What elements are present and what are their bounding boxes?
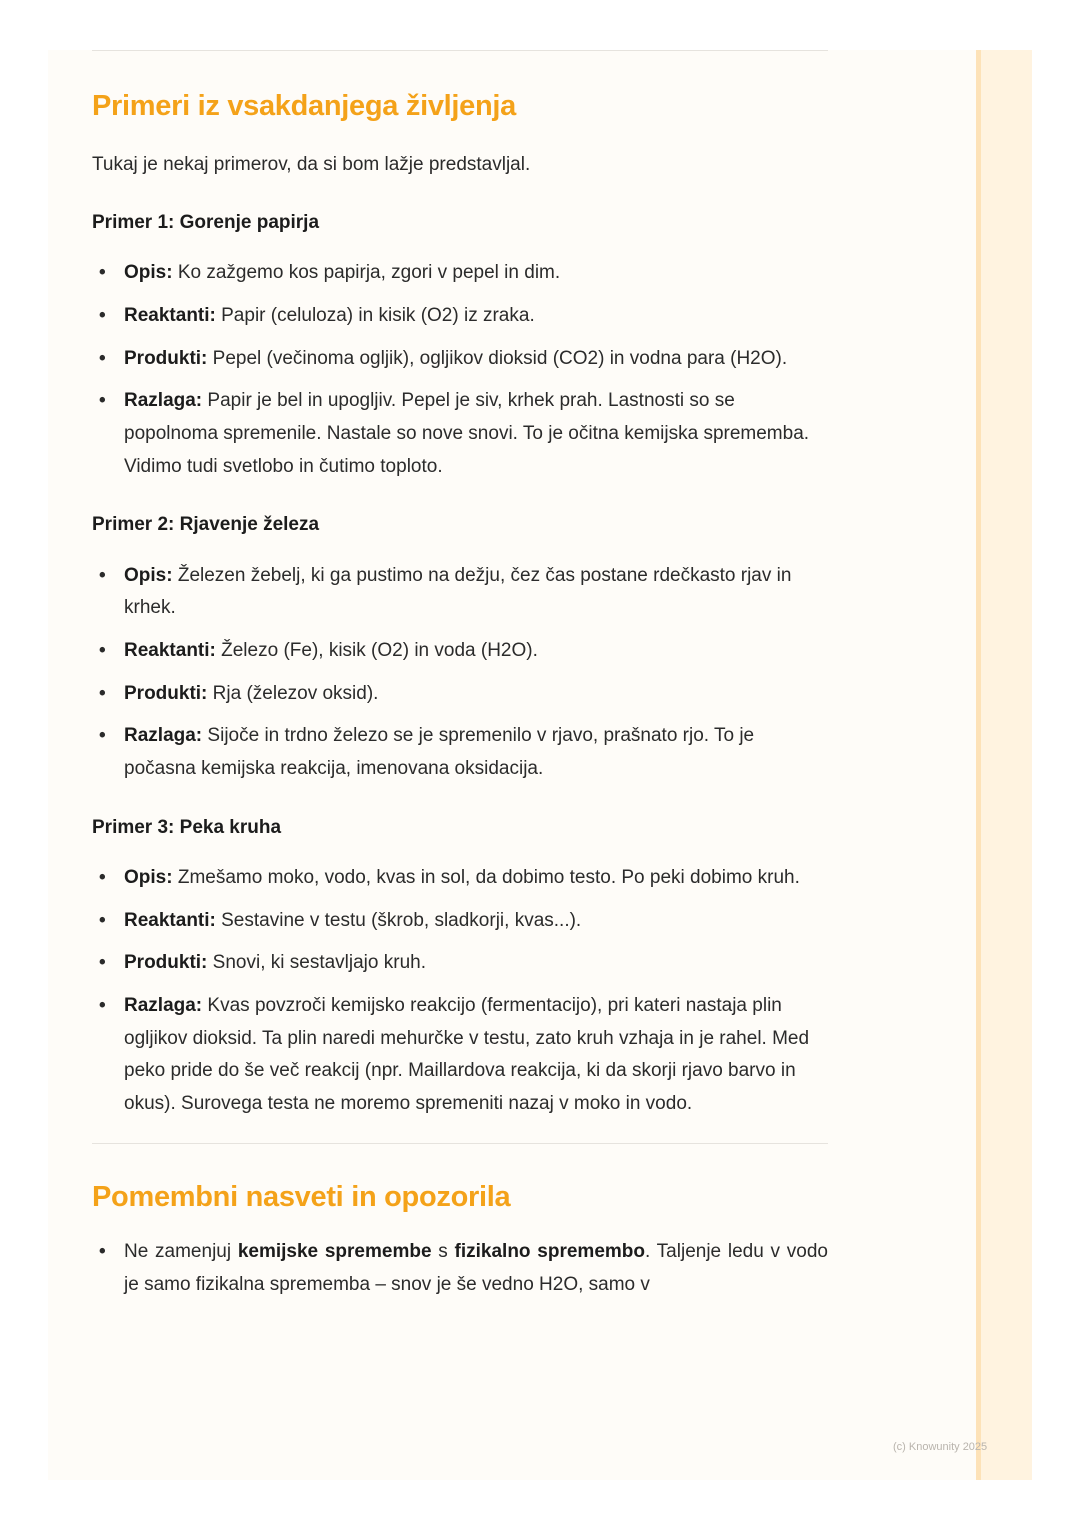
bullet-icon: • <box>99 304 106 326</box>
bullet-icon: • <box>99 682 106 704</box>
item-text: Železen žebelj, ki ga pustimo na dežju, čez čas postane rdečkasto rjav in krhek. <box>124 564 792 619</box>
bullet-icon: • <box>99 994 106 1016</box>
bullet-icon: • <box>99 390 106 412</box>
sidebar-strip <box>976 50 1032 1480</box>
item-label: Produkti: <box>124 682 208 704</box>
bullet-icon: • <box>99 347 106 369</box>
item-text: Ne zamenjuj <box>124 1241 238 1263</box>
example-title: Primer 2: Rjavenje železa <box>92 514 320 536</box>
list-item <box>92 720 828 785</box>
item-text: Železo (Fe), kisik (O2) in voda (H2O). <box>215 639 538 661</box>
section-heading-examples: Primeri iz vsakdanjega življenja <box>92 90 516 122</box>
intro-paragraph: Tukaj je nekaj primerov, da si bom lažje predstavljal. <box>92 153 531 175</box>
example-title: Primer 1: Gorenje papirja <box>92 212 320 234</box>
list-item <box>92 635 828 668</box>
bullet-icon: • <box>99 262 106 284</box>
item-text: s <box>431 1241 455 1263</box>
item-label: Produkti: <box>124 347 208 369</box>
sidebar-border <box>976 50 981 1480</box>
item-emphasis: fizikalno spremembo <box>454 1241 645 1263</box>
list-item <box>92 257 828 290</box>
list-item <box>92 1236 828 1301</box>
item-label: Produkti: <box>124 952 208 974</box>
item-emphasis: kemijske spremembe <box>237 1241 432 1263</box>
list-item <box>92 947 828 980</box>
item-text: Snovi, ki sestavljajo kruh. <box>207 952 426 974</box>
bullet-icon: • <box>99 866 106 888</box>
item-label: Razlaga: <box>124 390 203 412</box>
bullet-icon: • <box>99 564 106 586</box>
item-label: Opis: <box>124 564 173 586</box>
item-text: Sijoče in trdno železo se je spremenilo v rjavo, prašnato rjo. To je počasna kemijska reakcija, imenovana oksidacija. <box>124 725 755 779</box>
divider-top <box>92 50 828 51</box>
bullet-icon: • <box>99 725 106 747</box>
bullet-icon: • <box>99 909 106 931</box>
list-item <box>92 678 828 711</box>
bullet-icon: • <box>99 639 106 661</box>
item-label: Opis: <box>124 262 173 284</box>
item-text: Pepel (večinoma ogljik), ogljikov dioksid (CO2) in vodna para (H2O). <box>207 347 788 369</box>
list-item <box>92 905 828 938</box>
list-item <box>92 343 828 376</box>
copyright-footer: (c) Knowunity 2025 <box>893 1441 988 1453</box>
item-label: Reaktanti: <box>124 304 216 326</box>
example-title: Primer 3: Peka kruha <box>92 816 282 838</box>
item-text: Ko zažgemo kos papirja, zgori v pepel in dim. <box>172 262 561 284</box>
item-text: Papir je bel in upogljiv. Pepel je siv, krhek prah. Lastnosti so se popolnoma spremenile. Nastale so nove snovi. To je očitna kemijska sprememba. Vidimo tudi svetlobo in čutimo toploto. <box>124 390 810 477</box>
item-text: Rja (železov oksid). <box>207 682 379 704</box>
list-item <box>92 300 828 333</box>
item-label: Reaktanti: <box>124 639 216 661</box>
item-text: Kvas povzroči kemijsko reakcijo (fermentacijo), pri kateri nastaja plin ogljikov dioksid. Ta plin naredi mehurčke v testu, zato kruh vzhaja in je rahel. Med peko pride do še več reakcij (npr. Maillardova reakcija, ki da skorji rjavo barvo in okus). Surovega testa ne moremo spremeniti nazaj v moko in vodo. <box>124 994 810 1114</box>
section-heading-tips: Pomembni nasveti in opozorila <box>92 1180 511 1213</box>
divider-middle <box>92 1143 828 1144</box>
bullet-icon: • <box>99 1241 106 1263</box>
document-content <box>92 50 828 1312</box>
item-label: Razlaga: <box>124 994 203 1016</box>
list-item <box>92 385 828 483</box>
bullet-icon: • <box>99 952 106 974</box>
list-item <box>92 862 828 895</box>
item-text: Sestavine v testu (škrob, sladkorji, kvas...). <box>215 909 582 931</box>
list-item <box>92 560 828 625</box>
tips-list <box>92 1236 828 1301</box>
list-item <box>92 990 828 1121</box>
example-list <box>92 257 828 483</box>
item-label: Razlaga: <box>124 725 203 747</box>
item-label: Reaktanti: <box>124 909 216 931</box>
item-text: Zmešamo moko, vodo, kvas in sol, da dobimo testo. Po peki dobimo kruh. <box>172 866 800 888</box>
item-label: Opis: <box>124 866 173 888</box>
item-text: Papir (celuloza) in kisik (O2) iz zraka. <box>215 304 535 326</box>
item-text: . Taljenje ledu v vodo je samo fizikalna sprememba – snov je še vedno H2O, samo v <box>124 1241 828 1296</box>
example-list <box>92 560 828 786</box>
example-list <box>92 862 828 1121</box>
